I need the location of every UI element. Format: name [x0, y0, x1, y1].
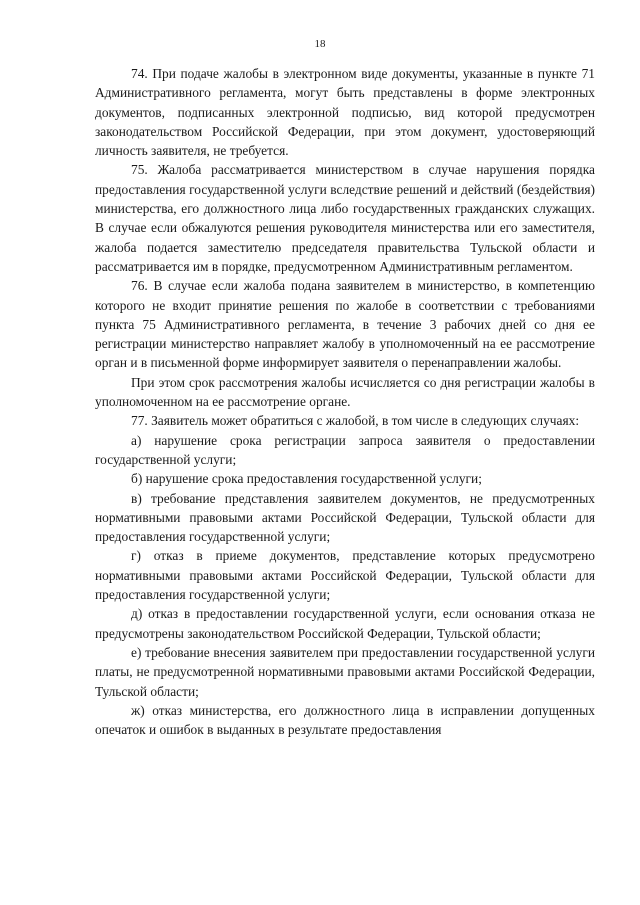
- paragraph-75: 75. Жалоба рассматривается министерством в случае нарушения порядка предоставления государственной услуги вследствие решений и действий (бездействия) министерства, его должностного лица либо государственных гражданских служащих. В случае если обжалуются решения руководителя министерства или его заместителя, жалоба подается заместителю председателя правительства Тульской области и рассматривается им в порядке, предусмотренном Административным регламентом.: [95, 162, 595, 274]
- page-number: 18: [314, 38, 326, 50]
- list-item-zh: ж) отказ министерства, его должностного лица в исправлении допущенных опечаток и ошибок в выданных в результате предоставления: [95, 702, 595, 738]
- document-body: [95, 64, 595, 739]
- list-item-g: г) отказ в приеме документов, представление которых предусмотрено нормативными правовыми актами Российской Федерации, Тульской области для предоставления государственной услуги;: [95, 548, 595, 603]
- list-item-d: д) отказ в предоставлении государственной услуги, если основания отказа не предусмотрены законодательством Российской Федерации, Тульской области;: [95, 606, 595, 641]
- paragraph-76-continuation: При этом срок рассмотрения жалобы исчисляется со дня регистрации жалобы в уполномоченном на ее рассмотрение органе.: [95, 374, 595, 410]
- paragraph-77: 77. Заявитель может обратиться с жалобой, в том числе в следующих случаях:: [131, 413, 580, 429]
- list-item-e: е) требование внесения заявителем при предоставлении государственной услуги платы, не предусмотренной нормативными правовыми актами Российской Федерации, Тульской области;: [95, 644, 595, 699]
- paragraph-76: 76. В случае если жалоба подана заявителем в министерство, в компетенцию которого не входит принятие решения по жалобе в соответствии с требованиями пункта 75 Административного регламента, в течение 3 рабочих дней со дня ее регистрации министерство направляет жалобу в уполномоченный на ее рассмотрение орган и в письменной форме информирует заявителя о перенаправлении жалобы.: [95, 278, 595, 371]
- list-item-v: в) требование представления заявителем документов, не предусмотренных нормативными правовыми актами Российской Федерации, Тульской области для предоставления государственной услуги;: [95, 490, 595, 545]
- paragraph-74: 74. При подаче жалобы в электронном виде документы, указанные в пункте 71 Административного регламента, могут быть представлены в форме электронных документов, подписанных электронной подписью, вид которой предусмотрен законодательством Российской Федерации, при этом документ, удостоверяющий личность заявителя, не требуется.: [95, 66, 595, 159]
- list-item-a: а) нарушение срока регистрации запроса заявителя о предоставлении государственной услуги;: [95, 432, 595, 467]
- list-item-b: б) нарушение срока предоставления государственной услуги;: [131, 471, 482, 487]
